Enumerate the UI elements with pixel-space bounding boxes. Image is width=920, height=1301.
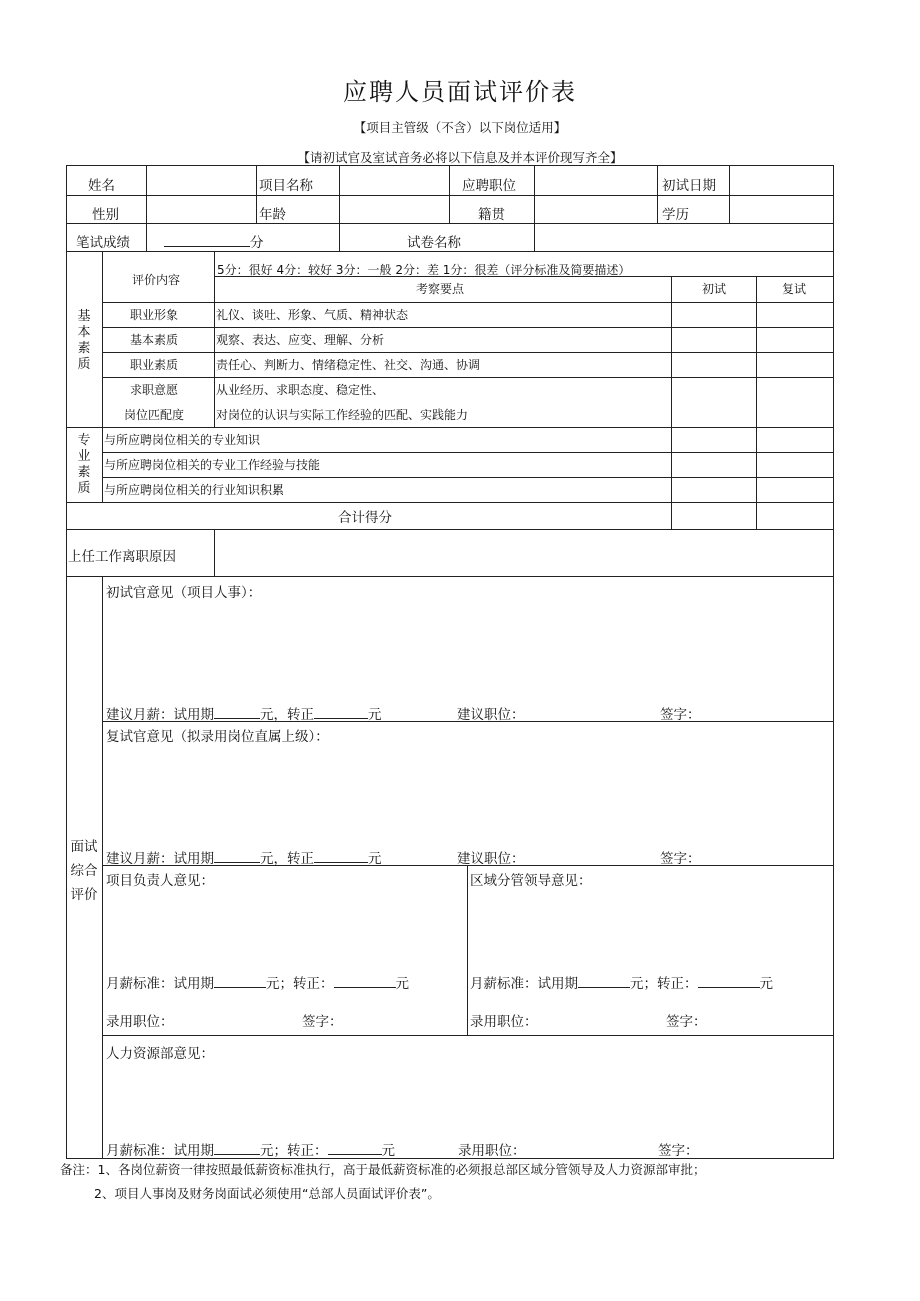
evaluation-form-table [66,165,834,1159]
item-desc: 责任心、判断力、情绪稳定性、社交、沟通、协调 [216,358,481,372]
subtitle-scope: 【项目主管级（不含）以下岗位适用】 [353,120,567,135]
written-score-label: 笔试成绩 [76,235,130,251]
project-salary-std-line[interactable] [106,972,409,992]
basic-quality-group-label: 基本素质 [77,309,91,372]
note-line-1 [60,1160,705,1178]
first-interview-date-label: 初试日期 [662,178,716,194]
hire-position-label: 录用职位： [458,1143,526,1159]
region-salary-std-line[interactable] [470,972,773,992]
signature-label: 签字： [660,851,701,867]
position-label: 应聘职位 [462,178,516,194]
second-interview-header: 复试 [782,282,807,296]
project-name-label: 项目名称 [259,178,313,194]
item-name: 基本素质 [130,333,179,347]
first-interviewer-opinion-label: 初试官意见（项目人事）： [106,585,262,601]
salary-prefix: 建议月薪：试用期 [106,851,214,867]
salary-formal-text: 元，转正 [260,851,314,867]
salary-prefix: 建议月薪：试用期 [106,707,214,723]
item-name: 求职意愿 [130,383,179,397]
gender-label: 性别 [92,207,119,223]
item-desc: 对岗位的认识与实际工作经验的匹配、实践能力 [216,408,469,422]
points-unit: 分 [250,235,264,251]
project-head-opinion-label: 项目负责人意见： [106,873,214,889]
suggested-position-label: 建议职位： [457,707,525,723]
pro-item: 与所应聘岗位相关的专业工作经验与技能 [104,458,321,472]
subtitle-instruction: 【请初试官及室试音务必将以下信息及并本评价现写齐全】 [297,150,623,165]
first-salary-line[interactable] [106,703,382,723]
item-desc: 观察、表达、应变、理解、分析 [216,333,385,347]
signature-label: 签字： [666,1014,707,1030]
age-label: 年龄 [259,207,286,223]
suggested-position-label: 建议职位： [457,851,525,867]
notes-label: 备注： [60,1162,98,1177]
std-prefix: 月薪标准：试用期 [106,1143,214,1159]
item-name: 岗位匹配度 [124,408,185,422]
pro-item: 与所应聘岗位相关的行业知识积累 [104,483,285,497]
note-text-2: 2、项目人事岗及财务岗面试必须使用“总部人员面试评价表”。 [94,1186,440,1201]
education-label: 学历 [662,207,689,223]
std-prefix: 月薪标准：试用期 [470,976,578,992]
leave-reason-label: 上任工作离职原因 [68,549,176,565]
evaluation-content-label: 评价内容 [132,273,181,287]
item-name: 职业素质 [130,358,179,372]
std-yuan: 元 [759,976,773,992]
hr-opinion-label: 人力资源部意见： [106,1046,214,1062]
std-formal-text: 元；转正： [630,976,698,992]
item-name: 职业形象 [130,308,179,322]
region-head-opinion-label: 区域分管领导意见： [470,873,592,889]
std-formal-text: 元；转正： [266,976,334,992]
key-points-header: 考察要点 [416,282,465,296]
hire-position-label: 录用职位： [106,1014,174,1030]
page-title: 应聘人员面试评价表 [343,78,577,106]
signature-label: 签字： [658,1143,699,1159]
salary-yuan: 元 [368,851,382,867]
std-formal-text: 元；转正： [260,1143,328,1159]
name-label: 姓名 [88,178,115,194]
signature-label: 签字： [660,707,701,723]
hr-salary-std-line[interactable] [106,1139,395,1159]
written-score-field[interactable] [164,231,264,251]
second-interviewer-opinion-label: 复试官意见（拟录用岗位直属上级）： [106,729,329,745]
item-desc: 从业经历、求职态度、稳定性、 [216,383,385,397]
std-prefix: 月薪标准：试用期 [106,976,214,992]
note-text-1: 1、各岗位薪资一律按照最低薪资标准执行，高于最低薪资标准的必须报总部区域分管领导及人力资源部审批； [97,1162,706,1177]
signature-label: 签字： [302,1014,343,1030]
std-yuan: 元 [395,976,409,992]
total-score-label: 合计得分 [338,510,392,526]
hire-position-label: 录用职位： [470,1014,538,1030]
score-scale-description: 5分：很好 4分：较好 3分：一般 2分：差 1分：很差（评分标准及简要描述） [217,263,631,277]
comprehensive-evaluation-label: 面试综合评价 [70,839,98,903]
paper-name-label: 试卷名称 [407,235,461,251]
professional-quality-group-label: 专业素质 [77,433,91,496]
second-salary-line[interactable] [106,847,382,867]
salary-formal-text: 元，转正 [260,707,314,723]
pro-item: 与所应聘岗位相关的专业知识 [104,433,261,447]
first-interview-header: 初试 [702,282,727,296]
salary-yuan: 元 [368,707,382,723]
native-place-label: 籍贯 [478,207,505,223]
item-desc: 礼仪、谈吐、形象、气质、精神状态 [216,308,409,322]
std-yuan: 元 [381,1143,395,1159]
